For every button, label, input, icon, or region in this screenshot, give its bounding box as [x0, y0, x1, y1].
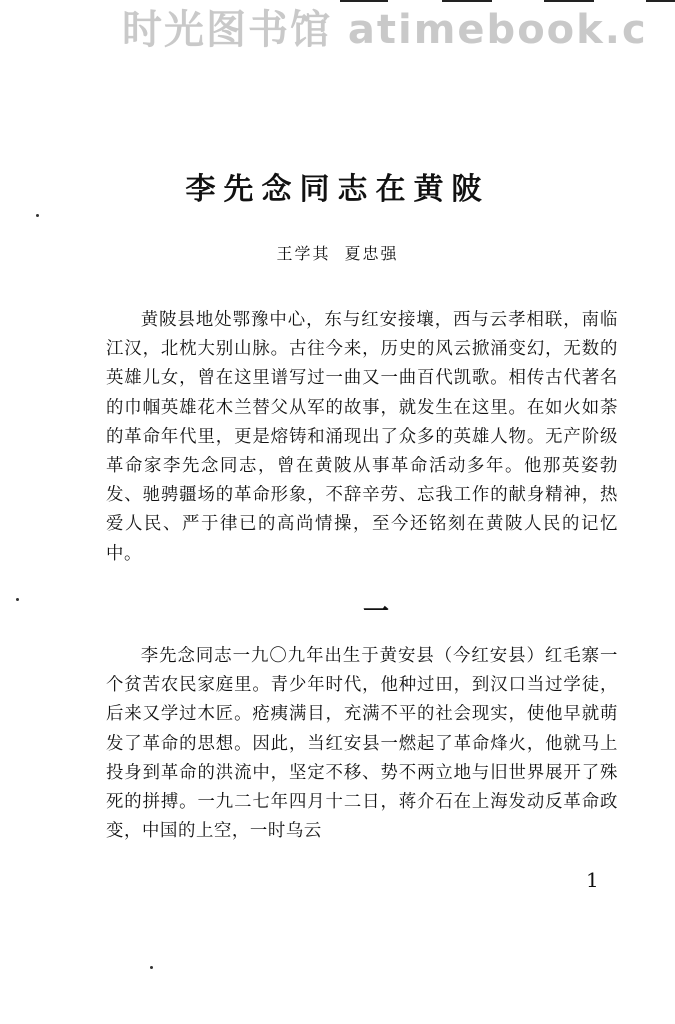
- scan-speck: [150, 966, 153, 969]
- author-name: 王学其: [276, 244, 331, 263]
- article-title: 李先念同志在黄陂: [185, 172, 490, 207]
- watermark: 时光图书馆 atimebook.c: [122, 7, 648, 53]
- author-name: 夏忠强: [344, 244, 399, 263]
- page-number: 1: [586, 868, 599, 892]
- section-number: 一: [363, 597, 390, 627]
- body-paragraph: 黄陂县地处鄂豫中心，东与红安接壤，西与云孝相联，南临江汉，北枕大别山脉。古往今来，历史的风云掀涌变幻，无数的英雄儿女，曾在这里谱写过一曲又一曲百代凯歌。相传古代著名的巾帼英雄花木兰替父从军的故事，就发生在这里。在如火如荼的革命年代里，更是熔铸和涌现出了众多的英雄人物。无产阶级革命家李先念同志，曾在黄陂从事革命活动多年。他那英姿勃发、驰骋疆场的革命形象，不辞辛劳、忘我工作的献身精神，热爱人民、严于律已的高尚情操，至今还铭刻在黄陂人民的记忆中。: [106, 310, 618, 564]
- scan-speck: [16, 598, 19, 601]
- scan-speck: [36, 214, 39, 217]
- top-rule: [340, 0, 388, 2]
- top-rule: [646, 0, 675, 2]
- top-rule: [442, 0, 492, 2]
- top-rule: [544, 0, 594, 2]
- body-paragraph: 李先念同志一九〇九年出生于黄安县（今红安县）红毛寨一个贫苦农民家庭里。青少年时代，他种过田，到汉口当过学徒，后来又学过木匠。疮痍满目，充满不平的社会现实，使他早就萌发了革命的思想。因此，当红安县一燃起了革命烽火，他就马上投身到革命的洪流中，坚定不移、势不两立地与旧世界展开了殊死的拼搏。一九二七年四月十二日，蒋介石在上海发动反革命政变，中国的上空，一时乌云: [106, 646, 618, 842]
- article-authors: [0, 242, 675, 266]
